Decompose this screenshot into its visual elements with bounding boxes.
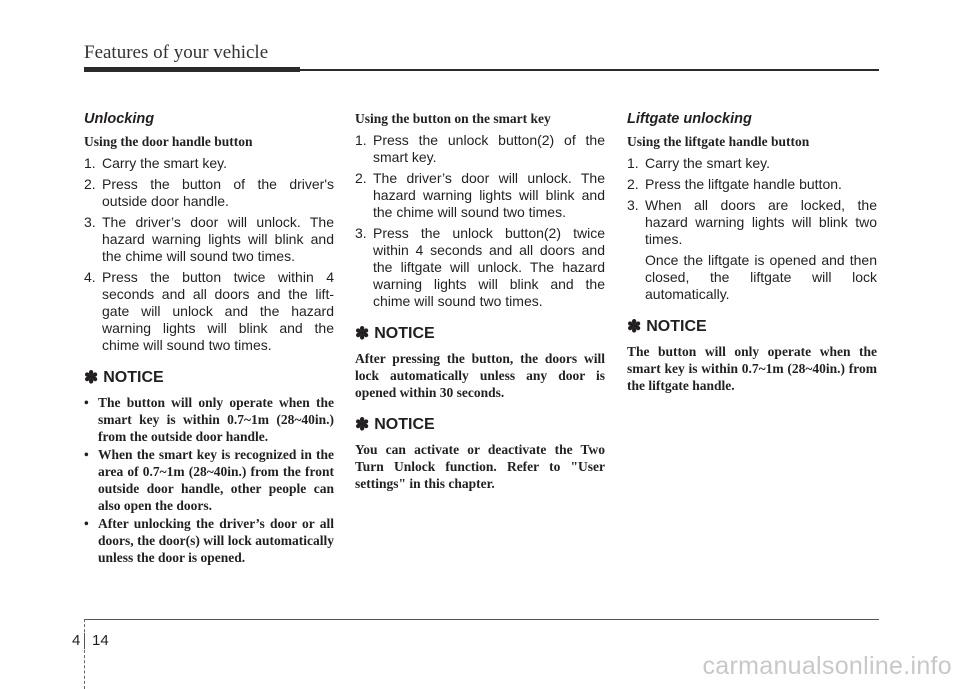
notice-star-icon: ✽	[355, 324, 370, 343]
step-number: 1.	[627, 155, 639, 171]
column-2	[355, 110, 605, 492]
subheading-liftgate-handle: Using the liftgate handle button	[627, 134, 810, 149]
subheading-smart-key-button: Using the button on the smart key	[355, 111, 551, 126]
step-number: 1.	[355, 132, 367, 148]
step-text: Carry the smart key.	[645, 155, 770, 171]
notice-bullet-text: After unlocking the driver’s door or all doors, the door(s) will lock automatically unless the door is opened.	[98, 516, 334, 565]
step-text: Press the unlock button(2) twice within 4 seconds and all doors and the liftgate will unlock. The hazard warning lights will blink and the chime will sound two times.	[373, 225, 605, 309]
section-heading-unlocking: Unlocking	[84, 111, 155, 127]
notice-label: NOTICE	[374, 325, 435, 342]
step-item	[627, 197, 877, 248]
step-text: When all doors are locked, the hazard warning lights will blink two times.	[645, 197, 877, 247]
step-item	[355, 170, 605, 221]
notice-star-icon: ✽	[355, 415, 370, 434]
steps-list	[627, 155, 877, 248]
step-item	[84, 155, 334, 172]
step-continuation: Once the liftgate is opened and then closed, the liftgate will lock automatically.	[645, 252, 877, 302]
step-item	[627, 176, 877, 193]
page-header-title: Features of your vehicle	[84, 42, 269, 63]
bullet-icon: •	[84, 395, 89, 410]
notice-label: NOTICE	[646, 318, 707, 335]
header-rule-thin	[300, 69, 879, 71]
step-item	[84, 269, 334, 354]
step-number: 4.	[84, 269, 96, 285]
step-text: Press the unlock button(2) of the smart key.	[373, 132, 605, 165]
notice-bullet-item	[84, 515, 334, 566]
notice-heading	[355, 324, 605, 344]
step-number: 2.	[355, 170, 367, 186]
notice-text: The button will only operate when the smart key is within 0.7~1m (28~40in.) from the liftgate handle.	[627, 344, 877, 393]
notice-bullet-text: When the smart key is recognized in the area of 0.7~1m (28~40in.) from the front outside door handle, other people can also open the doors.	[98, 447, 334, 513]
column-1	[84, 110, 334, 567]
notice-heading	[84, 368, 334, 388]
page-section-number: 4	[72, 632, 81, 649]
watermark-logo: carmanualsonline.info	[702, 652, 952, 680]
page-number: 14	[92, 632, 109, 649]
section-heading-liftgate: Liftgate unlocking	[627, 111, 752, 127]
steps-list	[84, 155, 334, 354]
notice-bullet-text: The button will only operate when the smart key is within 0.7~1m (28~40in.) from the outside door handle.	[98, 395, 334, 444]
subheading-door-handle: Using the door handle button	[84, 134, 253, 149]
step-item	[355, 225, 605, 310]
step-number: 2.	[84, 176, 96, 192]
notice-text: After pressing the button, the doors will lock automatically unless any door is opened within 30 seconds.	[355, 351, 605, 400]
footer-divider	[84, 633, 85, 649]
step-number: 2.	[627, 176, 639, 192]
notice-label: NOTICE	[103, 369, 164, 386]
notice-heading	[627, 317, 877, 337]
header-rule-thick	[84, 67, 300, 72]
notice-text: You can activate or deactivate the Two Turn Unlock function. Refer to "User settings" in this chapter.	[355, 442, 605, 491]
step-text: The driver’s door will unlock. The hazard warning lights will blink and the chime will sound two times.	[102, 214, 334, 264]
step-number: 1.	[84, 155, 96, 171]
step-number: 3.	[355, 225, 367, 241]
notice-bullet-list	[84, 394, 334, 566]
step-text: Carry the smart key.	[102, 155, 227, 171]
notice-bullet-item	[84, 394, 334, 445]
notice-label: NOTICE	[374, 416, 435, 433]
notice-star-icon: ✽	[84, 368, 99, 387]
step-text: Press the liftgate handle button.	[645, 176, 842, 192]
footer-dashed-line	[84, 619, 86, 689]
steps-list	[355, 132, 605, 310]
footer-rule	[84, 619, 879, 620]
step-item	[355, 132, 605, 166]
step-text: Press the button twice within 4 seconds and all doors and the lift-gate will unlock and the hazard warning lights will blink and the chime will sound two times.	[102, 269, 334, 353]
column-3	[627, 110, 877, 394]
step-item	[84, 214, 334, 265]
step-number: 3.	[84, 214, 96, 230]
step-text: Press the button of the driver's outside door handle.	[102, 176, 334, 209]
notice-heading	[355, 415, 605, 435]
notice-star-icon: ✽	[627, 317, 642, 336]
step-number: 3.	[627, 197, 639, 213]
step-item	[84, 176, 334, 210]
step-item	[627, 155, 877, 172]
bullet-icon: •	[84, 447, 89, 462]
step-text: The driver’s door will unlock. The hazard warning lights will blink and the chime will sound two times.	[373, 170, 605, 220]
bullet-icon: •	[84, 516, 89, 531]
notice-bullet-item	[84, 446, 334, 514]
